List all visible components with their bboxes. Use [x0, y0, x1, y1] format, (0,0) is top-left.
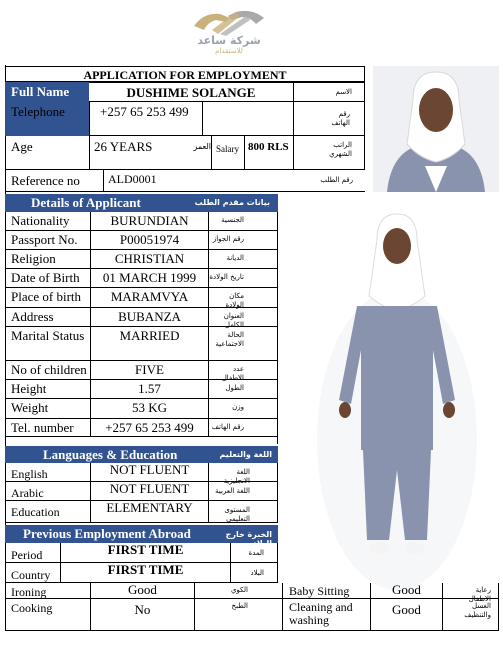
- logo-arabic-sub: للاستقدام: [215, 47, 243, 55]
- skill-value: No: [91, 599, 195, 631]
- skills-row: [5, 599, 499, 631]
- skill-label-2: Baby Sitting: [283, 583, 371, 599]
- age-value: 26 YEARS: [89, 136, 183, 170]
- company-logo: [190, 4, 268, 56]
- details-row-arabic: رقم الهاتف: [211, 423, 244, 431]
- age-label: Age: [5, 136, 89, 170]
- details-row-label: Weight: [5, 399, 91, 419]
- details-row-label: No of children: [5, 361, 91, 380]
- languages-header: Languages & Education: [5, 446, 213, 463]
- telephone-value: +257 65 253 499: [89, 102, 202, 136]
- skill-value-2: Good: [371, 599, 443, 631]
- language-row-arabic: اللغة العربية: [215, 487, 250, 495]
- employment-row-value: FIRST TIME: [61, 563, 231, 583]
- skills-table: [5, 583, 499, 631]
- details-header-arabic: بيانات مقدم الطلب: [175, 194, 278, 212]
- details-row-arabic: الجنسية: [221, 216, 244, 224]
- details-row: [5, 250, 278, 269]
- employment-row-arabic: البلاد: [250, 569, 264, 577]
- employment-row: [5, 563, 278, 583]
- employment-row-value: FIRST TIME: [61, 543, 231, 563]
- details-row-value: CHRISTIAN: [91, 250, 209, 269]
- hands-logo-icon: [190, 4, 268, 38]
- age-arabic: العمر: [183, 136, 211, 170]
- salary-value: 800 RLS: [244, 136, 293, 170]
- skill-arabic: الكوي: [195, 583, 283, 599]
- language-row-value: NOT FLUENT: [91, 482, 209, 501]
- language-row: [5, 462, 278, 485]
- reference-arabic: رقم الطلب: [293, 170, 365, 192]
- languages-header-arabic: اللغة والتعليم: [213, 446, 278, 463]
- details-row-value: BUBANZA: [91, 308, 209, 327]
- salary-label: Salary: [211, 136, 244, 170]
- language-row-label: Arabic: [5, 482, 91, 501]
- details-row: [5, 308, 278, 327]
- skills-row: [5, 582, 499, 603]
- details-row-arabic: تاريخ الولادة: [209, 273, 244, 281]
- reference-value: ALD0001: [103, 170, 293, 192]
- details-row-arabic: الديانة: [226, 254, 244, 262]
- details-row: [5, 361, 278, 380]
- full-name-value: DUSHIME SOLANGE: [89, 82, 293, 102]
- details-row-arabic: الطول: [225, 384, 244, 392]
- details-row: [5, 269, 278, 288]
- details-row: [5, 327, 278, 361]
- employment-header: Previous Employment Abroad: [5, 525, 210, 543]
- details-row-label: Address: [5, 308, 91, 327]
- logo-arabic-name: شركة ساعد: [197, 34, 261, 47]
- details-row-value: +257 65 253 499: [91, 419, 209, 437]
- details-row: [5, 380, 278, 399]
- details-row: [5, 399, 278, 419]
- page-title: APPLICATION FOR EMPLOYMENT: [5, 66, 365, 82]
- skill-label: Ironing: [5, 583, 91, 599]
- details-row-value: MARAMVYA: [91, 288, 209, 308]
- details-header: Details of Applicant: [5, 194, 175, 212]
- language-row: [5, 482, 278, 501]
- details-row-value: P00051974: [91, 231, 209, 250]
- details-row-arabic: الحالة الاجتماعية: [215, 331, 244, 348]
- details-row: [5, 231, 278, 250]
- details-row: [5, 212, 278, 231]
- details-row-arabic: عدد الاطفال: [221, 365, 244, 382]
- details-row: [5, 419, 278, 437]
- details-row-value: MARRIED: [91, 327, 209, 361]
- details-table: [5, 212, 278, 444]
- details-row-label: Passport No.: [5, 231, 91, 250]
- details-row-value: 1.57: [91, 380, 209, 399]
- details-row-label: Tel. number: [5, 419, 91, 437]
- employment-row-label: Country: [5, 563, 61, 583]
- language-row-value: ELEMENTARY: [91, 501, 209, 523]
- skill-value-2: Good: [371, 583, 443, 599]
- details-row-label: Height: [5, 380, 91, 399]
- telephone-label: Telephone: [5, 102, 89, 136]
- employment-row-arabic: المدة: [248, 549, 264, 557]
- language-row-value: NOT FLUENT: [91, 463, 209, 482]
- details-row-arabic: وزن: [232, 403, 244, 411]
- languages-table: [5, 463, 278, 523]
- applicant-portrait-photo: [373, 66, 499, 192]
- skill-label: Cooking: [5, 599, 91, 631]
- employment-row-label: Period: [5, 543, 61, 563]
- telephone-arabic: رقم الهاتف: [293, 102, 365, 136]
- skill-arabic-2: رعاية الاطفال: [468, 586, 491, 603]
- details-row-label: Religion: [5, 250, 91, 269]
- employment-header-arabic: الخبرة خارج البلاد: [210, 525, 278, 543]
- skill-label-2: Cleaning and washing: [283, 599, 371, 631]
- details-row-label: Nationality: [5, 212, 91, 231]
- skill-arabic: الطبخ: [195, 599, 283, 631]
- reference-label: Reference no: [5, 170, 103, 192]
- details-row-value: 53 KG: [91, 399, 209, 419]
- full-name-label: Full Name: [5, 82, 89, 102]
- details-row-label: Marital Status: [5, 327, 91, 361]
- employment-row: [5, 543, 278, 563]
- details-row-label: Date of Birth: [5, 269, 91, 288]
- details-row-value: FIVE: [91, 361, 209, 380]
- skill-value: Good: [91, 583, 195, 599]
- salary-arabic: الراتب الشهري: [293, 136, 365, 170]
- details-row-arabic: مكان الولادة: [225, 292, 244, 309]
- details-row-label: Place of birth: [5, 288, 91, 308]
- details-row-value: 01 MARCH 1999: [91, 269, 209, 288]
- full-name-arabic: الاسم: [293, 82, 365, 102]
- details-row-arabic: العنوان الكامل: [223, 312, 244, 329]
- language-row-arabic: اللغة الانجليزية: [223, 468, 250, 485]
- details-row: [5, 288, 278, 308]
- details-row-arabic: رقم الجواز: [212, 235, 244, 243]
- language-row-label: Education: [5, 501, 91, 523]
- employment-table: [5, 543, 278, 583]
- details-row-value: BURUNDIAN: [91, 212, 209, 231]
- skill-arabic-2: الغسل والتنظيف: [464, 602, 491, 619]
- language-row-arabic: المستوى التعليمي: [224, 506, 250, 523]
- language-row: [5, 501, 278, 523]
- applicant-full-body-photo: [293, 200, 495, 580]
- language-row-label: English: [5, 463, 91, 482]
